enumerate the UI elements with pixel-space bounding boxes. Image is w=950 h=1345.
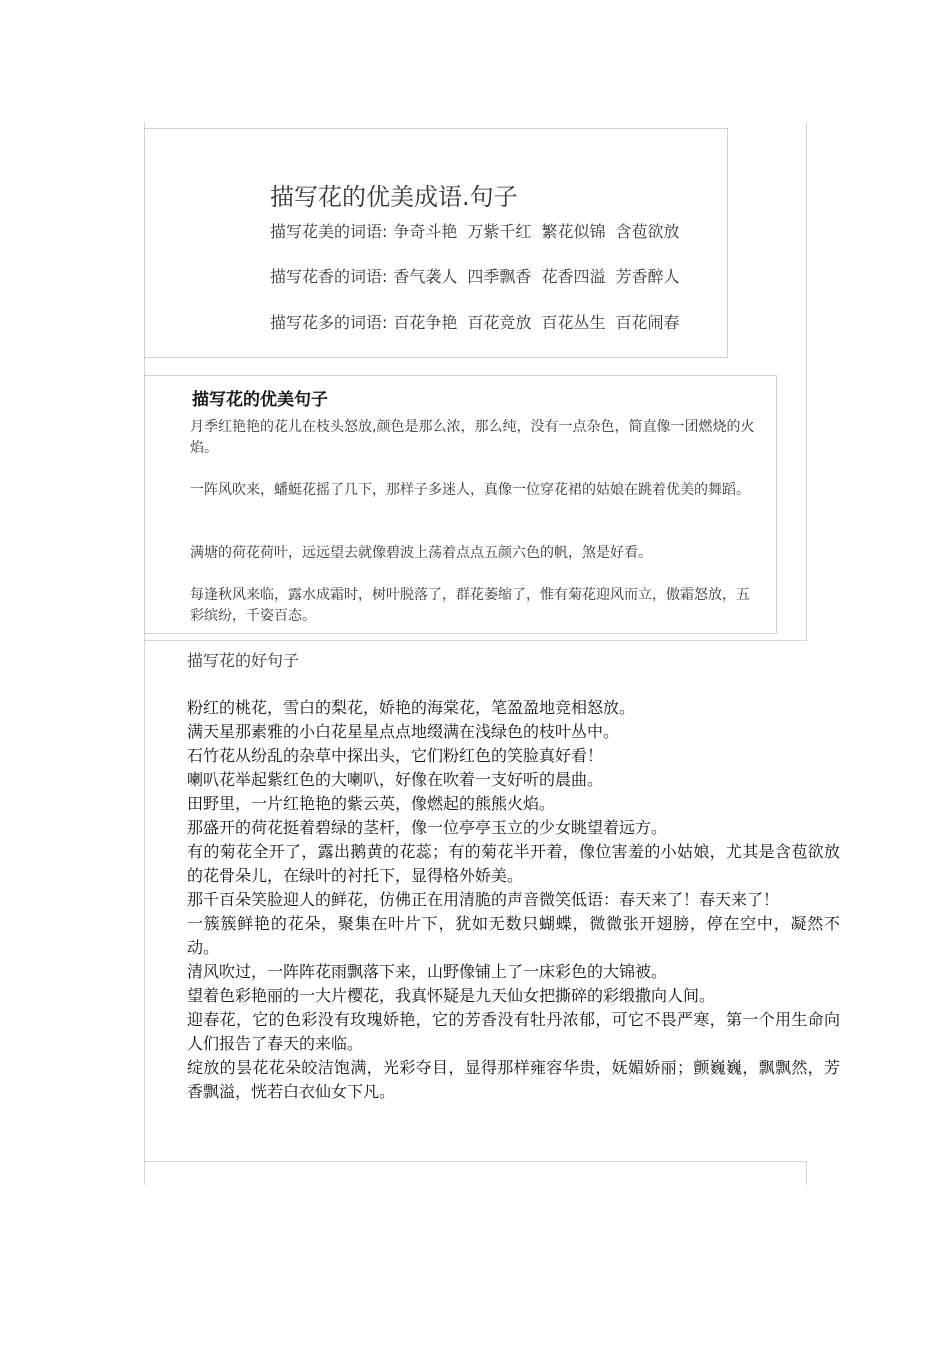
- sentence-box-title: 描写花的优美句子: [192, 390, 328, 410]
- idiom-word: 争奇斗艳: [393, 222, 458, 241]
- sentence-line: 石竹花从纷乱的杂草中探出头，它们粉红色的笑脸真好看！: [187, 746, 604, 765]
- idiom-row-label: 描写花多的词语:: [270, 313, 388, 332]
- sentence-line: 有的菊花全开了，露出鹅黄的花蕊；有的菊花半开着，像位害羞的小姑娘，尤其是含苞欲放的花骨朵儿，在绿叶的衬托下，显得格外娇美。: [187, 842, 840, 885]
- idiom-word: 百花争艳: [393, 313, 458, 332]
- idiom-row-label: 描写花美的词语:: [270, 222, 388, 241]
- page-frame-right-lower: [806, 1161, 807, 1185]
- sentence-line: 粉红的桃花，雪白的梨花，娇艳的海棠花，笔盈盈地竞相怒放。: [187, 698, 636, 717]
- sentence-box: [144, 375, 777, 634]
- sentence-paragraph: 每逢秋风来临，露水成霜时，树叶脱落了，群花萎缩了，惟有菊花迎风而立，傲霜怒放，五彩缤纷，千姿百态。: [190, 587, 750, 624]
- sentence-line: 清风吹过，一阵阵花雨飘落下来，山野像铺上了一床彩色的大锦被。: [187, 962, 668, 981]
- idiom-word: 百花竞放: [467, 313, 532, 332]
- sentence-paragraph: 月季红艳艳的花儿在枝头怒放,颜色是那么浓，那么纯，没有一点杂色，简直像一团燃烧的火焰。: [190, 419, 755, 456]
- idiom-word: 香气袭人: [393, 267, 458, 286]
- sentence-line: 田野里，一片红艳艳的紫云英，像燃起的熊熊火焰。: [187, 794, 556, 813]
- sentence-paragraph: 一阵风吹来，蟠蜓花摇了几下，那样子多迷人，真像一位穿花裙的姑娘在跳着优美的舞蹈。: [190, 482, 750, 498]
- idiom-box: [144, 128, 728, 358]
- idiom-row-beauty: [270, 219, 689, 242]
- page-frame-right: [806, 122, 807, 640]
- sentence-line: 望着色彩艳丽的一大片樱花，我真怀疑是九天仙女把撕碎的彩缎撒向人间。: [187, 986, 716, 1005]
- idiom-word: 芳香醉人: [615, 267, 680, 286]
- idiom-row-label: 描写花香的词语:: [270, 267, 388, 286]
- page-frame-divider: [144, 640, 807, 641]
- idiom-word: 百花丛生: [541, 313, 606, 332]
- sentence-line: 那盛开的荷花挺着碧绿的茎杆，像一位亭亭玉立的少女眺望着远方。: [187, 818, 668, 837]
- sentence-line: 绽放的昙花花朵皎洁饱满，光彩夺目，显得那样雍容华贵，妩媚娇丽；颤巍巍，飘飘然，芳香飘溢，恍若白衣仙女下凡。: [187, 1058, 840, 1101]
- sentence-line: 那千百朵笑脸迎人的鲜花，仿佛正在用清脆的声音微笑低语：春天来了！春天来了！: [187, 890, 780, 909]
- sentence-paragraph: 满塘的荷花荷叶，远远望去就像碧波上荡着点点五颜六色的帆，煞是好看。: [190, 545, 652, 561]
- idiom-word: 花香四溢: [541, 267, 606, 286]
- idiom-word: 繁花似锦: [541, 222, 606, 241]
- idiom-word: 四季飘香: [467, 267, 532, 286]
- good-sentences-title: 描写花的好句子: [187, 651, 300, 670]
- sentence-line: 一簇簇鲜艳的花朵，聚集在叶片下，犹如无数只蝴蝶，微微张开翅膀，停在空中，凝然不动。: [187, 914, 840, 957]
- idiom-word: 百花闹春: [615, 313, 680, 332]
- page-frame-bottom: [144, 1161, 807, 1162]
- idiom-word: 万紫千红: [467, 222, 532, 241]
- idiom-row-abundance: [270, 310, 689, 333]
- idiom-word: 含苞欲放: [615, 222, 680, 241]
- idiom-box-title: 描写花的优美成语.句子: [270, 183, 518, 211]
- sentence-line: 喇叭花举起紫红色的大喇叭，好像在吹着一支好听的晨曲。: [187, 770, 604, 789]
- idiom-row-fragrance: [270, 264, 689, 287]
- sentence-line: 满天星那素雅的小白花星星点点地缀满在浅绿色的枝叶丛中。: [187, 722, 620, 741]
- sentence-line: 迎春花，它的色彩没有玫瑰娇艳，它的芳香没有牡丹浓郁，可它不畏严寒，第一个用生命向人们报告了春天的来临。: [187, 1010, 840, 1053]
- good-sentences-list: [187, 696, 840, 1104]
